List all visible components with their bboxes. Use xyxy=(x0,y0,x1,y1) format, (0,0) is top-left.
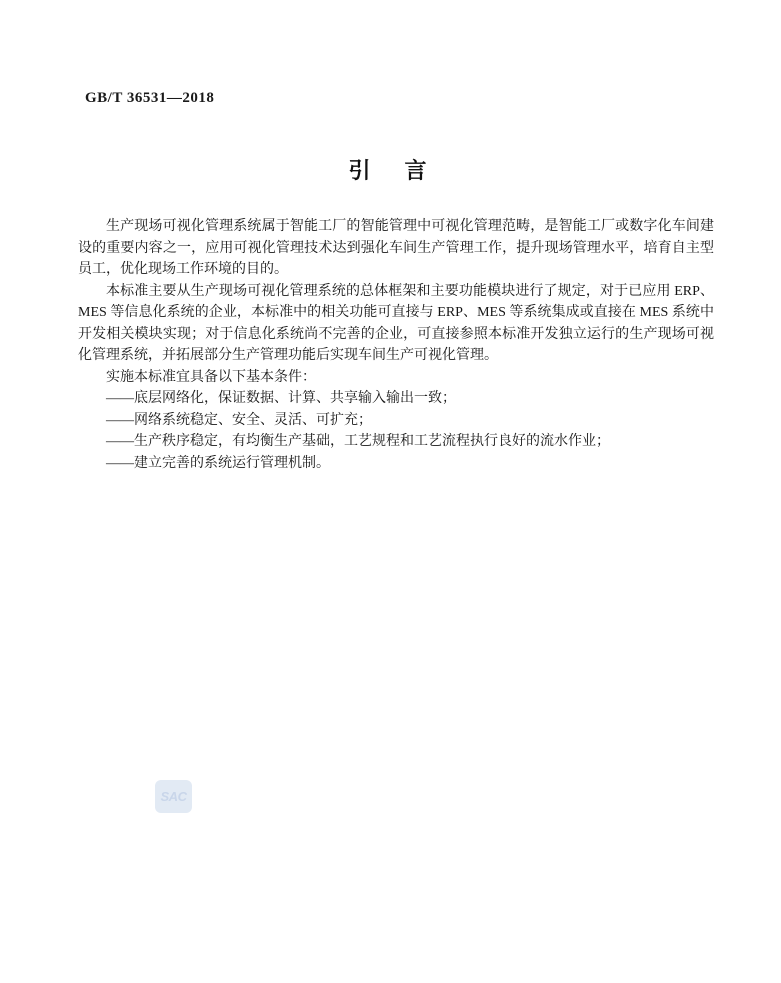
list-item-4: ——建立完善的系统运行管理机制。 xyxy=(106,455,330,471)
list-item-1: ——底层网络化，保证数据、计算、共享输入输出一致； xyxy=(106,391,456,406)
paragraph-3: 实施本标准宜具备以下基本条件： xyxy=(106,369,316,385)
list-item-3: ——生产秩序稳定，有均衡生产基础，工艺规程和工艺流程执行良好的流水作业； xyxy=(106,434,610,449)
standard-number-header: GB/T 36531—2018 xyxy=(85,90,215,106)
section-title: 引 言 xyxy=(348,158,433,183)
paragraph-1: 生产现场可视化管理系统属于智能工厂的智能管理中可视化管理范畴，是智能工厂或数字化车间建设的重要内容之一，应用可视化管理技术达到强化车间生产管理工作，提升现场管理水平，培育自主型员工，优化现场工作环境的目的。 xyxy=(78,219,714,277)
sac-watermark: SAC xyxy=(155,780,192,813)
paragraph-2: 本标准主要从生产现场可视化管理系统的总体框架和主要功能模块进行了规定，对于已应用 ERP、MES 等信息化系统的企业，本标准中的相关功能可直接与 ERP、MES 等系统集成或直接在 MES 系统中开发相关模块实现；对于信息化系统尚不完善的企业，可直接参照本标准开发独立运行的生产现场可视化管理系统，并拓展部分生产管理功能后实现车间生产可视化管理。 xyxy=(78,283,714,363)
body-text xyxy=(78,216,714,474)
list-item-2: ——网络系统稳定、安全、灵活、可扩充； xyxy=(106,412,372,428)
